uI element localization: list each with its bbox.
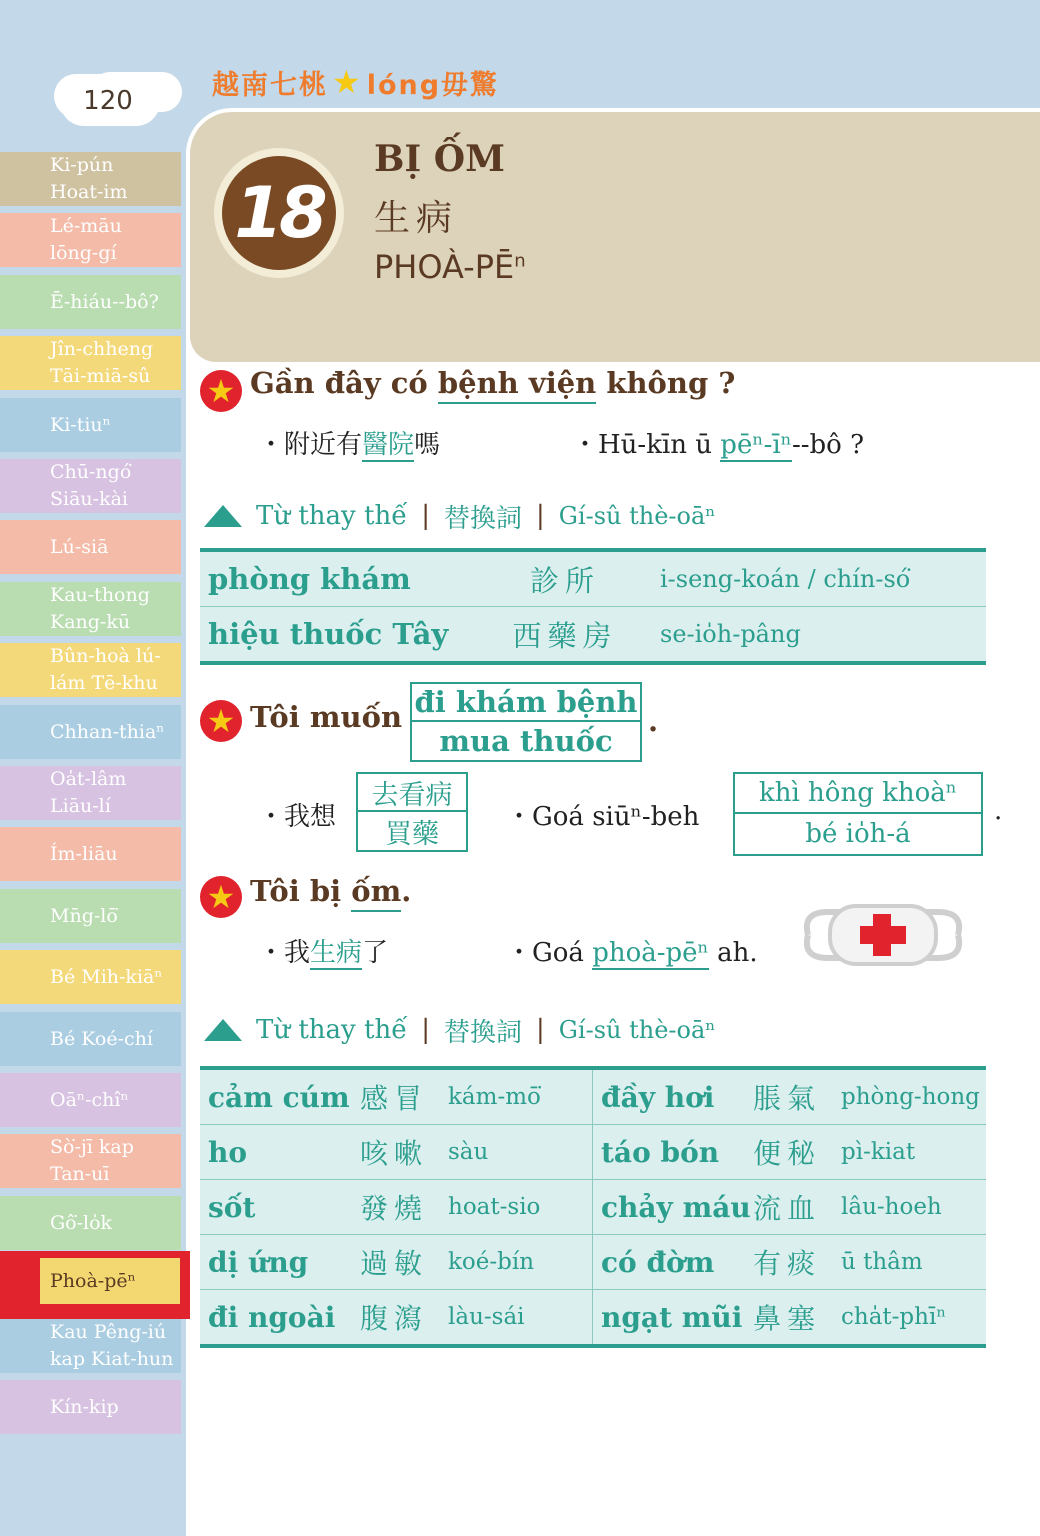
- sentence-1-poj: [572, 424, 864, 461]
- term-cell: [200, 1180, 593, 1234]
- sentence-3-poj-post: ah.: [708, 938, 758, 968]
- table-row: [200, 1290, 986, 1344]
- lesson-number: 18: [222, 156, 336, 270]
- term-cell: [593, 1235, 986, 1289]
- star-icon: ★: [200, 370, 242, 412]
- sidebar-tab-label: Sò͘-jī kap: [50, 1136, 134, 1158]
- sidebar-tab-9[interactable]: [0, 643, 181, 697]
- sidebar-tab-7[interactable]: [0, 520, 181, 574]
- sidebar-tab-label: Bé Koé-chí: [50, 1027, 153, 1050]
- term-zh: 咳嗽: [360, 1137, 429, 1170]
- term-vi: có đờm: [601, 1245, 715, 1279]
- term-poj: ū thâm: [841, 1249, 923, 1275]
- sidebar-tab-15[interactable]: [0, 1012, 181, 1066]
- sentence-3-vi-pre: Tôi bị: [250, 874, 352, 908]
- sentence-1-poj-highlight: pēⁿ-īⁿ: [720, 430, 792, 460]
- term-poj: sàu: [448, 1139, 489, 1165]
- sentence-3-zh-post: 了: [362, 938, 389, 968]
- sidebar-tab-label: Chhan-thiaⁿ: [50, 720, 165, 743]
- sidebar-tab-8[interactable]: [0, 582, 181, 636]
- sentence-3-vi-highlight: ốm: [351, 874, 401, 912]
- lesson-number-badge: [214, 148, 344, 278]
- term-zh: 西藥房: [512, 618, 618, 653]
- substitution-heading: [204, 1012, 716, 1048]
- sidebar-tab-label: lám Tē-khu: [50, 672, 158, 694]
- sidebar-tab-label: Lé-māu: [50, 215, 122, 237]
- term-vi: ngạt mũi: [601, 1300, 743, 1334]
- term-cell: [593, 1125, 986, 1179]
- sentence-1-vi: [250, 366, 735, 400]
- term-vi: ho: [208, 1135, 248, 1169]
- sidebar-tab-12[interactable]: [0, 827, 181, 881]
- term-cell: [200, 1070, 593, 1124]
- sentence-1-vi-pre: Gần đây có: [250, 366, 438, 400]
- term-poj: i-seng-koán / chín-só͘: [660, 565, 911, 593]
- book-title: [212, 64, 499, 100]
- term-cell: [200, 1235, 593, 1289]
- sidebar-tab-label: Kang-kū: [50, 611, 131, 633]
- divider: |: [535, 1015, 545, 1045]
- sentence-2-poj-options: [733, 772, 983, 856]
- sidebar-tab-17[interactable]: [0, 1134, 181, 1188]
- sidebar-tab-label: Ki-tiuⁿ: [50, 413, 111, 436]
- sentence-2-poj-option-1: khì hông khoàⁿ: [735, 774, 981, 814]
- substitution-heading-poj: Gí-sû thè-oāⁿ: [558, 502, 716, 530]
- term-vi: hiệu thuốc Tây: [208, 617, 449, 651]
- sidebar-tab-label: Ki-pún: [50, 154, 114, 176]
- term-poj: cha̍t-phīⁿ: [841, 1304, 947, 1330]
- substitution-table-2: [200, 1066, 986, 1348]
- sentence-3-vi-post: .: [401, 874, 412, 908]
- table-row: [200, 552, 986, 607]
- table-row: [200, 607, 986, 661]
- sentence-3-poj: [506, 932, 758, 969]
- term-cell: [200, 1125, 593, 1179]
- substitution-heading-zh: 替換詞: [443, 503, 522, 534]
- term-cell: [593, 1070, 986, 1124]
- sidebar-tab-label: Oa̍t-lâm: [50, 768, 127, 790]
- term-zh: 感冒: [360, 1082, 429, 1115]
- sentence-1-zh: [258, 424, 440, 461]
- divider: |: [421, 501, 430, 531]
- sentence-2-zh-option-1: 去看病: [358, 774, 466, 812]
- sidebar-tab-label: Bé Mih-kiāⁿ: [50, 965, 163, 988]
- sidebar-tab-18[interactable]: [0, 1196, 181, 1250]
- sidebar-tab-13[interactable]: [0, 889, 181, 943]
- substitution-heading-vi: Từ thay thế: [256, 501, 408, 531]
- sidebar-tab-label: Jîn-chheng: [50, 338, 154, 360]
- sentence-2-zh: ・我想: [258, 802, 337, 832]
- term-zh: 流血: [753, 1192, 822, 1225]
- term-vi: táo bón: [601, 1135, 720, 1169]
- term-zh: 腹瀉: [360, 1302, 429, 1335]
- sidebar-tab-label: Gô͘-lo̍k: [50, 1211, 113, 1234]
- divider: |: [535, 501, 545, 531]
- sidebar-tab-4[interactable]: [0, 336, 181, 390]
- sidebar-tab-19[interactable]: [0, 1251, 190, 1319]
- term-cell: [593, 1180, 986, 1234]
- sentence-2-option-2: mua thuốc: [439, 724, 613, 758]
- sentence-3-zh: [258, 932, 388, 969]
- sidebar-tab-3[interactable]: [0, 275, 181, 329]
- sidebar-tab-label: Tāi-miā-sû: [50, 365, 151, 387]
- sidebar-tab-label: Oāⁿ-chîⁿ: [50, 1088, 129, 1111]
- lesson-title-vi: BỊ ỐM: [374, 138, 506, 180]
- substitution-heading: [204, 498, 716, 534]
- lesson-title-poj: [374, 248, 526, 286]
- term-vi: chảy máu: [601, 1190, 751, 1224]
- sidebar-tab-label: Ē-hiáu--bô?: [50, 290, 159, 313]
- sidebar-tab-label: Siāu-kài: [50, 488, 128, 510]
- sidebar-tab-label: Kín-kip: [50, 1395, 119, 1418]
- term-zh: 發燒: [360, 1192, 429, 1225]
- sentence-1-zh-post: 嗎: [414, 430, 441, 460]
- sentence-2-vi: Tôi muốn: [250, 700, 403, 734]
- sentence-1-vi-highlight: bệnh viện: [438, 366, 596, 404]
- term-poj: se-io̍h-pâng: [660, 620, 801, 648]
- sentence-2-dot: .: [648, 704, 659, 738]
- term-vi: sốt: [208, 1190, 256, 1224]
- sentence-2-poj-option-2: bé io̍h-á: [805, 819, 911, 849]
- term-poj: pì-kiat: [841, 1139, 916, 1165]
- term-zh: 便秘: [753, 1137, 822, 1170]
- term-zh: 診所: [529, 563, 600, 598]
- sidebar-tab-label: kap Kiat-hun: [50, 1348, 174, 1370]
- sidebar-tab-label: Tan-uī: [50, 1163, 110, 1185]
- table-row: [200, 1070, 986, 1125]
- term-zh: 鼻塞: [753, 1302, 822, 1335]
- term-poj: phòng-hong: [841, 1084, 980, 1110]
- sidebar-tab-14[interactable]: [0, 950, 181, 1004]
- term-poj: kám-mō͘: [448, 1084, 541, 1110]
- sentence-2-options: [410, 682, 642, 762]
- term-vi: phòng khám: [208, 562, 411, 596]
- lesson-title-zh: 生病: [374, 198, 459, 239]
- sidebar-tab-6[interactable]: [0, 459, 181, 513]
- sidebar-tab-1[interactable]: [0, 152, 181, 206]
- sidebar-tab-label: Kau-thong: [50, 584, 150, 606]
- star-icon: ★: [200, 700, 242, 742]
- sidebar-tab-label: Liāu-lí: [50, 795, 111, 817]
- sidebar-tab-label: Hoat-im: [50, 181, 128, 203]
- term-vi: đi ngoài: [208, 1300, 336, 1334]
- lesson-title-poj-text: PHOÀ-PĒ: [374, 248, 515, 286]
- sentence-3-zh-pre: ・我: [258, 938, 311, 968]
- table-row: [200, 1180, 986, 1235]
- sentence-2-zh-option-2: 買藥: [385, 818, 439, 850]
- sentence-2-poj: ・Goá siūⁿ-beh: [506, 802, 700, 832]
- term-poj: làu-sái: [448, 1304, 525, 1330]
- sidebar-tab-label: Mn̄g-lō͘: [50, 904, 118, 927]
- sidebar-tab-16[interactable]: [0, 1073, 181, 1127]
- term-zh: 有痰: [753, 1247, 822, 1280]
- sidebar-tab-label: lōng-gí: [50, 242, 117, 264]
- term-poj: lâu-hoeh: [841, 1194, 942, 1220]
- sidebar-tab-label: Lú-siā: [50, 535, 109, 558]
- term-poj: hoat-sio: [448, 1194, 541, 1220]
- book-title-suffix: lóng毋驚: [366, 69, 500, 101]
- sentence-1-poj-pre: ・Hū-kīn ū: [572, 430, 721, 460]
- sidebar-tab-label: Chū-ngó͘: [50, 461, 132, 483]
- sentence-3-vi: [250, 874, 411, 908]
- lesson-title-poj-sup: n: [514, 250, 526, 272]
- sidebar-tab-2[interactable]: [0, 213, 181, 267]
- triangle-icon: [204, 1019, 242, 1041]
- sentence-1-zh-pre: ・附近有: [258, 430, 363, 460]
- sidebar-tab-11[interactable]: [0, 766, 181, 820]
- sidebar-tab-label: Bûn-hoà lú-: [50, 645, 161, 667]
- term-vi: dị ứng: [208, 1245, 309, 1279]
- sidebar-tab-label: Kau Pêng-iú: [50, 1321, 167, 1343]
- term-cell: [593, 1290, 986, 1344]
- sidebar-tab-label: Ím-liāu: [50, 842, 118, 865]
- substitution-heading-poj: Gí-sû thè-oāⁿ: [558, 1016, 716, 1044]
- sentence-2-poj-dot: .: [994, 796, 1003, 826]
- substitution-heading-zh: 替換詞: [443, 1017, 522, 1048]
- table-row: [200, 1125, 986, 1180]
- star-icon: ★: [200, 876, 242, 918]
- term-vi: cảm cúm: [208, 1080, 350, 1114]
- table-row: [200, 1235, 986, 1290]
- page-number: 120: [83, 86, 133, 116]
- sentence-1-zh-highlight: 醫院: [362, 430, 415, 460]
- sentence-3-poj-highlight: phoà-pēⁿ: [592, 938, 709, 968]
- triangle-icon: [204, 505, 242, 527]
- sidebar-tab-label: Phoà-pēⁿ: [40, 1258, 180, 1304]
- sentence-1-poj-post: --bô ?: [791, 430, 865, 460]
- divider: |: [421, 1015, 430, 1045]
- substitution-heading-vi: Từ thay thế: [256, 1015, 408, 1045]
- book-title-main: 越南七桃: [212, 69, 328, 101]
- term-zh: 脹氣: [753, 1082, 822, 1115]
- sidebar-tab-10[interactable]: [0, 705, 181, 759]
- term-poj: koé-bín: [448, 1249, 535, 1275]
- sentence-2-option-1: đi khám bệnh: [412, 684, 640, 722]
- sentence-2-zh-options: [356, 772, 468, 852]
- sidebar-tab-20[interactable]: [0, 1319, 181, 1373]
- face-mask-icon: [800, 902, 966, 968]
- term-zh: 過敏: [360, 1247, 429, 1280]
- sidebar-tab-21[interactable]: [0, 1380, 181, 1434]
- sidebar-tab-5[interactable]: [0, 398, 181, 452]
- substitution-table-1: [200, 548, 986, 665]
- term-cell: [200, 1290, 593, 1344]
- sentence-3-poj-pre: ・Goá: [506, 938, 593, 968]
- sentence-1-vi-post: không ?: [596, 366, 736, 400]
- sentence-3-zh-highlight: 生病: [310, 938, 363, 968]
- term-vi: đầy hơi: [601, 1080, 715, 1114]
- star-icon: ★: [332, 63, 363, 101]
